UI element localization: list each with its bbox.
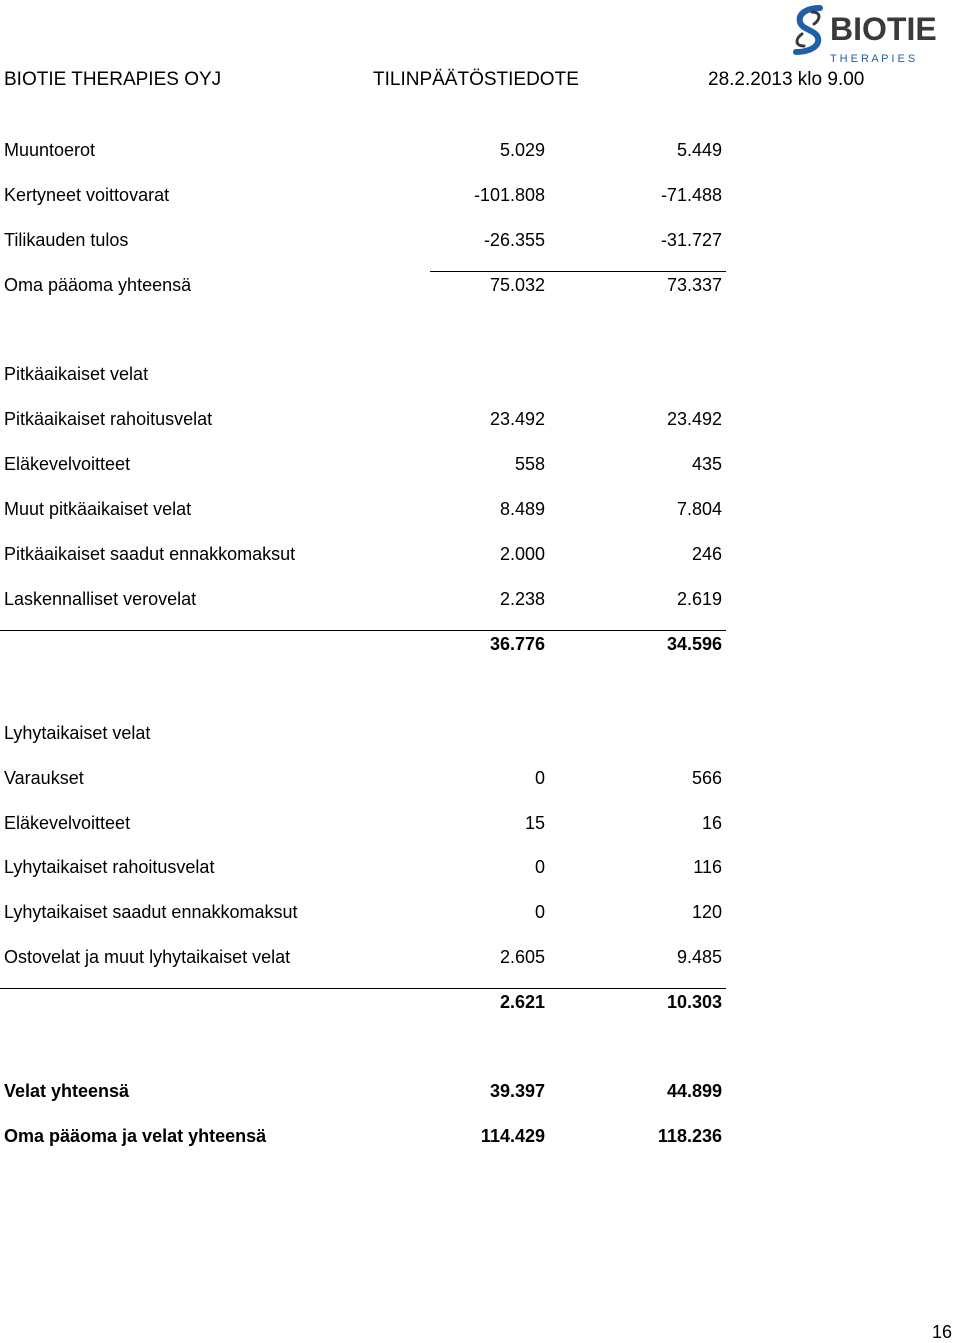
page-number: 16	[931, 1322, 952, 1342]
row-label: Oma pääoma ja velat yhteensä	[4, 1126, 267, 1146]
value-2012: 0	[534, 857, 545, 877]
row-label: Eläkevelvoitteet	[4, 454, 131, 474]
biotie-s-mark-icon	[796, 8, 820, 52]
value-2012: 36.776	[489, 634, 545, 654]
value-2011: 34.596	[666, 634, 722, 654]
table-row	[0, 768, 730, 794]
value-2011: 435	[691, 454, 722, 474]
value-2011: 120	[691, 902, 722, 922]
table-row	[0, 813, 730, 839]
value-2011: 118.236	[657, 1126, 722, 1146]
value-2012: 5.029	[499, 140, 545, 160]
short-term-total-row	[0, 992, 730, 1018]
row-label: Pitkäaikaiset rahoitusvelat	[4, 409, 213, 429]
value-2012: 2.621	[499, 992, 545, 1012]
table-row	[0, 185, 730, 211]
release-date: 28.2.2013 klo 9.00	[708, 69, 865, 90]
value-2011: 23.492	[666, 409, 722, 429]
row-label: Muuntoerot	[4, 140, 96, 160]
table-row	[0, 857, 730, 883]
row-label: Ostovelat ja muut lyhytaikaiset velat	[4, 947, 291, 967]
value-2011: 73.337	[666, 275, 722, 295]
value-2012: -101.808	[473, 185, 545, 205]
value-2011: -71.488	[660, 185, 722, 205]
long-term-total-row	[0, 634, 730, 660]
row-label: Lyhytaikaiset rahoitusvelat	[4, 857, 215, 877]
row-label: Pitkäaikaiset saadut ennakkomaksut	[4, 544, 296, 564]
value-2011: 10.303	[666, 992, 722, 1012]
row-label: Laskennalliset verovelat	[4, 589, 197, 609]
value-2012: 558	[514, 454, 545, 474]
section-heading	[0, 364, 730, 390]
value-2012: 2.000	[499, 544, 545, 564]
value-2011: 9.485	[676, 947, 722, 967]
value-2012: -26.355	[483, 230, 545, 250]
value-2011: 7.804	[676, 499, 722, 519]
table-row	[0, 589, 730, 615]
value-2012: 0	[534, 768, 545, 788]
value-2011: 246	[691, 544, 722, 564]
value-2012: 2.605	[499, 947, 545, 967]
biotie-logo	[790, 2, 958, 68]
subtotal-rule	[0, 630, 726, 631]
table-row	[0, 544, 730, 570]
equity-total-row	[0, 275, 730, 301]
company-name: BIOTIE THERAPIES OYJ	[4, 69, 222, 90]
row-label: Oma pääoma yhteensä	[4, 275, 192, 295]
value-2012: 15	[524, 813, 545, 833]
subtotal-rule	[430, 271, 726, 272]
table-row	[0, 947, 730, 973]
row-label: Tilikauden tulos	[4, 230, 129, 250]
section-heading	[0, 723, 730, 749]
value-2012: 114.429	[480, 1126, 545, 1146]
logo-subtitle: T H E R A P I E S	[830, 53, 916, 65]
row-label: Velat yhteensä	[4, 1081, 130, 1101]
value-2011: 44.899	[666, 1081, 722, 1101]
liabilities-total-row	[0, 1081, 730, 1107]
equity-and-liabilities-total-row	[0, 1126, 730, 1152]
table-row	[0, 140, 730, 166]
row-label: Eläkevelvoitteet	[4, 813, 131, 833]
section-title: Lyhytaikaiset velat	[4, 723, 151, 743]
value-2012: 0	[534, 902, 545, 922]
value-2012: 2.238	[499, 589, 545, 609]
value-2011: 5.449	[676, 140, 722, 160]
value-2012: 8.489	[499, 499, 545, 519]
table-row	[0, 454, 730, 480]
value-2011: 2.619	[676, 589, 722, 609]
value-2012: 23.492	[489, 409, 545, 429]
value-2012: 39.397	[489, 1081, 545, 1101]
value-2011: 16	[701, 813, 722, 833]
table-row	[0, 409, 730, 435]
value-2012: 75.032	[489, 275, 545, 295]
section-title: Pitkäaikaiset velat	[4, 364, 149, 384]
document-title: TILINPÄÄTÖSTIEDOTE	[373, 69, 579, 90]
value-2011: -31.727	[660, 230, 722, 250]
logo-wordmark: BIOTIE	[830, 11, 937, 47]
table-row	[0, 230, 730, 256]
subtotal-rule	[0, 988, 726, 989]
row-label: Kertyneet voittovarat	[4, 185, 170, 205]
row-label: Muut pitkäaikaiset velat	[4, 499, 192, 519]
value-2011: 116	[693, 857, 722, 877]
row-label: Varaukset	[4, 768, 84, 788]
table-row	[0, 499, 730, 525]
value-2011: 566	[691, 768, 722, 788]
table-row	[0, 902, 730, 928]
row-label: Lyhytaikaiset saadut ennakkomaksut	[4, 902, 298, 922]
